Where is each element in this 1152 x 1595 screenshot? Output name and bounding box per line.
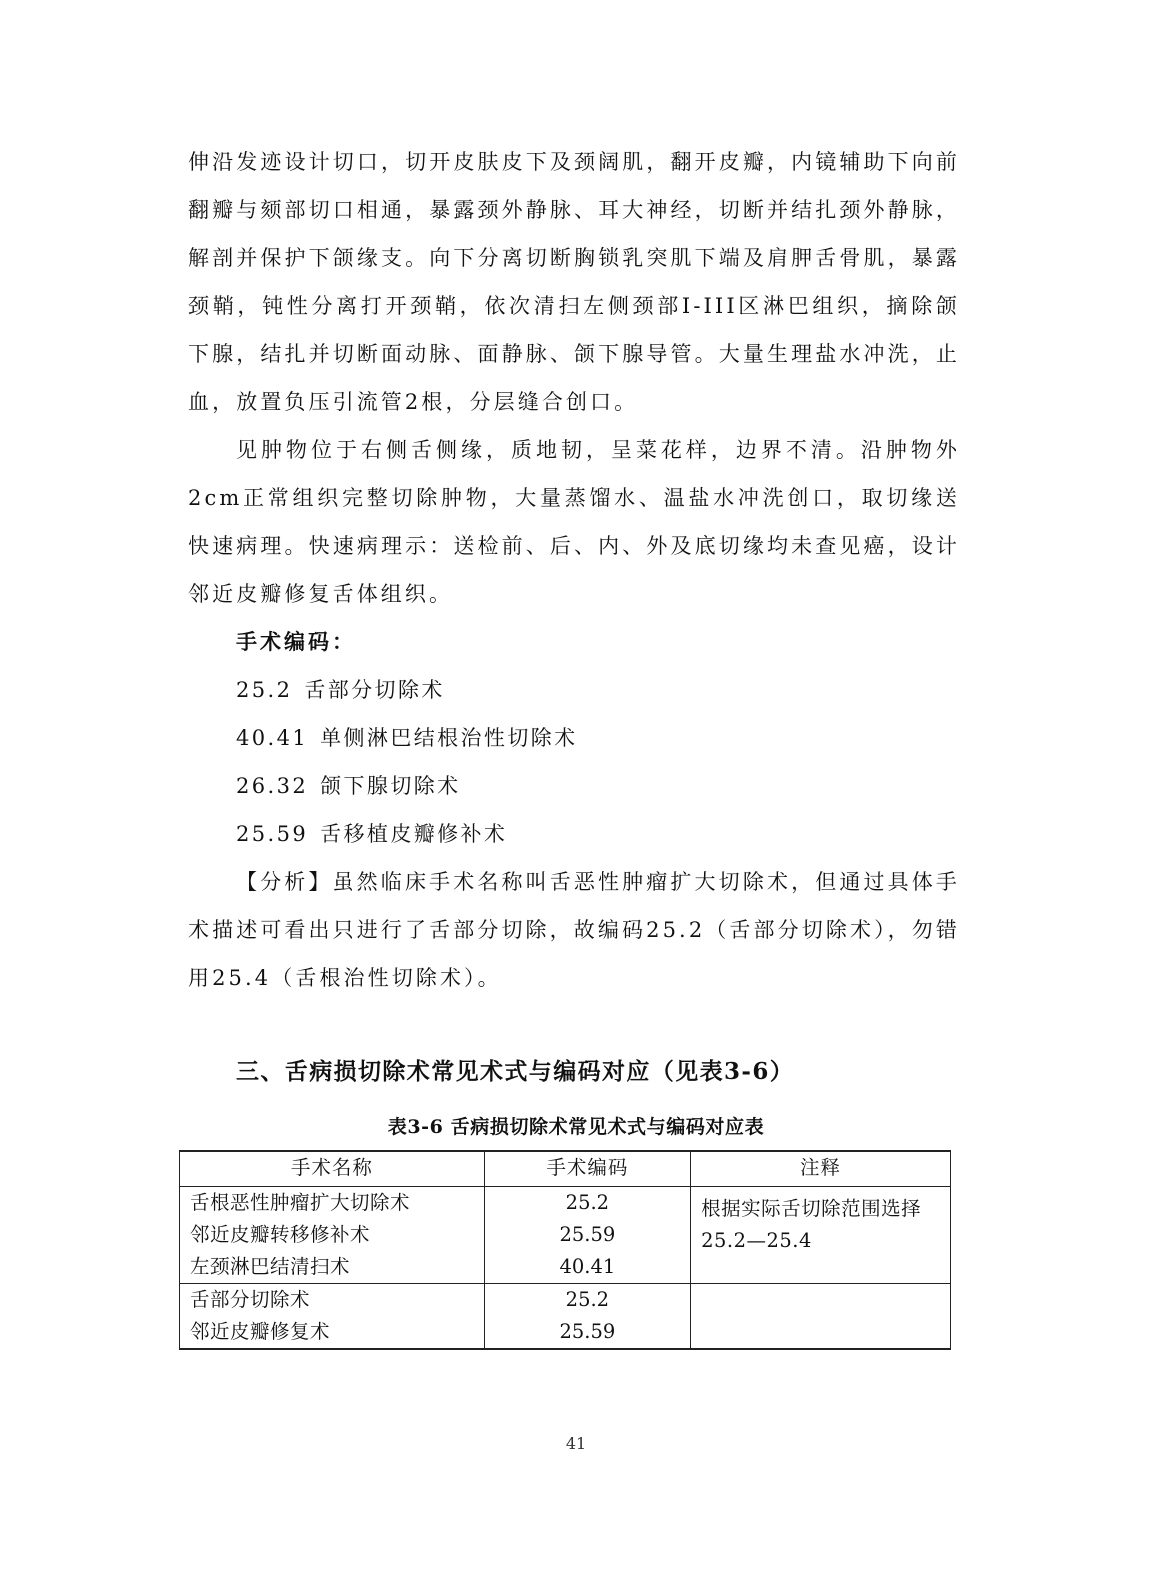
surgery-code: 40.41: [236, 726, 309, 750]
surgery-code: 25.2: [565, 1288, 610, 1311]
surgery-name: 邻近皮瓣转移修补术: [190, 1223, 371, 1246]
surgery-code: 25.59: [559, 1223, 616, 1246]
surgery-code-list: [236, 666, 578, 858]
list-item: [236, 762, 578, 810]
surgery-name: 舌根恶性肿瘤扩大切除术: [190, 1191, 411, 1214]
list-item: [236, 666, 578, 714]
surgery-name: 舌部分切除术: [190, 1288, 311, 1311]
surgery-code: 25.59: [559, 1320, 616, 1343]
table-row: [180, 1284, 951, 1350]
paragraph-surgery-procedure: 伸沿发迹设计切口，切开皮肤皮下及颈阔肌，翻开皮瓣，内镜辅助下向前翻瓣与颏部切口相通，暴露颈外静脉、耳大神经，切断并结扎颈外静脉，解剖并保护下颌缘支。向下分离切断胸锁乳突肌下端及肩胛舌骨肌，暴露颈鞘，钝性分离打开颈鞘，依次清扫左侧颈部I-III区淋巴组织，摘除颌下腺，结扎并切断面动脉、面静脉、颌下腺导管。大量生理盐水冲洗，止血，放置负压引流管2根，分层缝合创口。: [188, 150, 960, 414]
table-cell-note: [691, 1284, 951, 1350]
surgery-name: 舌移植皮瓣修补术: [320, 822, 508, 846]
surgery-codes-heading: 手术编码：: [236, 629, 356, 654]
list-item: [236, 714, 578, 762]
table-cell-codes: [484, 1187, 690, 1284]
surgery-name: 颌下腺切除术: [320, 774, 461, 798]
page-number: 41: [565, 1434, 587, 1453]
surgery-code: 25.2: [565, 1191, 610, 1214]
surgery-name: 单侧淋巴结根治性切除术: [320, 726, 578, 750]
paragraph-tumor-findings: 见肿物位于右侧舌侧缘，质地韧，呈菜花样，边界不清。沿肿物外2cm正常组织完整切除肿物，大量蒸馏水、温盐水冲洗创口，取切缘送快速病理。快速病理示：送检前、后、内、外及底切缘均未查见癌，设计邻近皮瓣修复舌体组织。: [188, 438, 960, 606]
surgery-name: 舌部分切除术: [304, 678, 445, 702]
section-heading: 三、舌病损切除术常见术式与编码对应（见表3-6）: [236, 1058, 795, 1085]
paragraph-analysis: 【分析】虽然临床手术名称叫舌恶性肿瘤扩大切除术，但通过具体手术描述可看出只进行了舌部分切除，故编码25.2（舌部分切除术），勿错用25.4（舌根治性切除术）。: [188, 870, 960, 990]
surgery-code: 25.59: [236, 822, 309, 846]
surgery-name: 左颈淋巴结清扫术: [190, 1255, 351, 1278]
surgery-code-table: [179, 1150, 951, 1350]
table-cell-codes: [484, 1284, 690, 1350]
table-cell-names: [180, 1284, 485, 1350]
surgery-code: 25.2: [236, 678, 293, 702]
table-header-row: [180, 1151, 951, 1187]
surgery-code: 26.32: [236, 774, 309, 798]
surgery-name: 邻近皮瓣修复术: [190, 1320, 331, 1343]
column-header-surgery-name: 手术名称: [180, 1151, 485, 1187]
table-caption: 表3-6 舌病损切除术常见术式与编码对应表: [387, 1116, 765, 1138]
table-cell-names: [180, 1187, 485, 1284]
column-header-surgery-code: 手术编码: [484, 1151, 690, 1187]
table-cell-note: [691, 1187, 951, 1284]
surgery-code: 40.41: [559, 1255, 616, 1278]
note-text: 根据实际舌切除范围选择: [701, 1197, 922, 1220]
column-header-note: 注释: [691, 1151, 951, 1187]
table-row: [180, 1187, 951, 1284]
note-text: 25.2—25.4: [701, 1229, 812, 1252]
list-item: [236, 810, 578, 858]
